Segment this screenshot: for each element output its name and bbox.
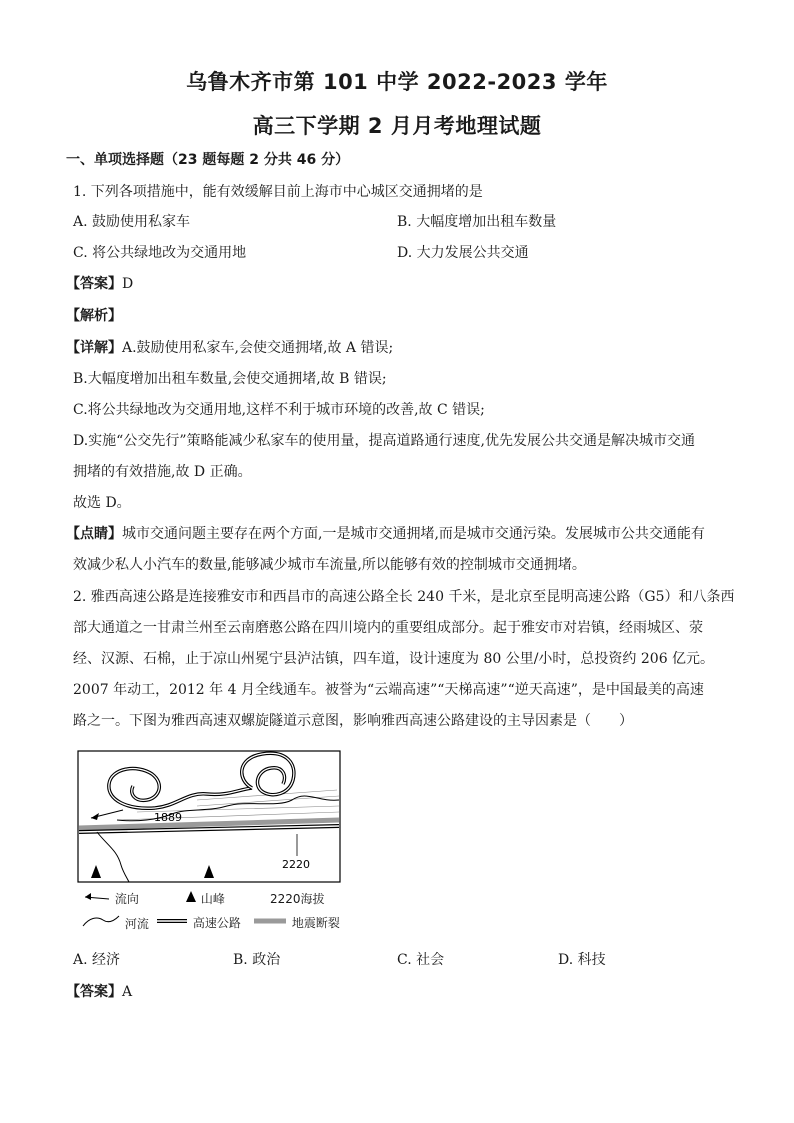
q1-detail-line-1 bbox=[66, 338, 393, 358]
q2-stem-line-5: 路之一。下图为雅西高速双螺旋隧道示意图，影响雅西高速公路建设的主导因素是（ ） bbox=[73, 713, 633, 729]
q2-stem-line-1: 2. 雅西高速公路是连接雅安市和西昌市的高速公路全长 240 千米，是北京至昆明高速公路（G5）和八条西 bbox=[73, 589, 735, 605]
q2-stem-line-3: 经、汉源、石棉，止于凉山州冕宁县泸沽镇，四车道，设计速度为 80 公里/小时，总投资约 206 亿元。 bbox=[73, 651, 715, 667]
q1-comment-text-1: 城市交通问题主要存在两个方面,一是城市交通拥堵,而是城市交通污染。发展城市公共交通能有 bbox=[122, 526, 705, 542]
q1-answer bbox=[66, 274, 133, 294]
legend-elevation-label: 海拔 bbox=[300, 892, 325, 906]
legend-river-icon bbox=[81, 914, 121, 928]
legend-river bbox=[81, 914, 149, 932]
q1-answer-tag: 【答案】 bbox=[66, 276, 122, 292]
legend-peak-icon bbox=[185, 890, 197, 903]
legend-flow-label: 流向 bbox=[114, 892, 139, 906]
q1-detail-line-3: C.将公共绿地改为交通用地,这样不利于城市环境的改善,故 C 错误; bbox=[73, 402, 485, 418]
elevation-label-2220: 2220 bbox=[282, 858, 310, 871]
q2-answer bbox=[66, 982, 132, 1002]
elevation-label-1889: 1889 bbox=[154, 811, 182, 824]
legend-flow-arrow-icon bbox=[81, 891, 111, 903]
spiral-tunnel-diagram bbox=[77, 750, 352, 931]
q1-detail-text-1: A.鼓励使用私家车,会使交通拥堵,故 A 错误; bbox=[122, 340, 394, 356]
q1-answer-value: D bbox=[122, 276, 134, 292]
q1-option-c: C. 将公共绿地改为交通用地 bbox=[73, 245, 247, 261]
q2-option-c: C. 社会 bbox=[397, 952, 445, 968]
q1-detail-tag: 【详解】 bbox=[66, 340, 122, 356]
q1-detail-line-4: D.实施“公交先行”策略能减少私家车的使用量，提高道路通行速度,优先发展公共交通是解决城市交通 bbox=[73, 433, 695, 449]
document-title-line-1: 乌鲁木齐市第 101 中学 2022-2023 学年 bbox=[186, 70, 608, 94]
legend-river-label: 河流 bbox=[124, 917, 149, 931]
legend-peak-label: 山峰 bbox=[200, 892, 225, 906]
legend-elevation-value: 2220 bbox=[270, 892, 301, 906]
legend-highway-label: 高速公路 bbox=[192, 916, 241, 930]
section-heading: 一、单项选择题（23 题每题 2 分共 46 分） bbox=[66, 152, 350, 168]
legend-flow bbox=[81, 890, 139, 907]
q2-option-b: B. 政治 bbox=[233, 952, 281, 968]
legend-peak bbox=[185, 890, 225, 907]
legend-fault-label: 地震断裂 bbox=[291, 916, 340, 930]
q1-option-b: B. 大幅度增加出租车数量 bbox=[397, 214, 557, 230]
q2-answer-value: A bbox=[122, 984, 133, 1000]
legend-fault bbox=[252, 914, 340, 931]
document-title-line-2: 高三下学期 2 月月考地理试题 bbox=[252, 114, 542, 138]
q1-option-d: D. 大力发展公共交通 bbox=[397, 245, 529, 261]
q1-option-a: A. 鼓励使用私家车 bbox=[73, 214, 191, 230]
q2-option-d: D. 科技 bbox=[558, 952, 606, 968]
q2-stem-line-2: 部大通道之一甘肃兰州至云南磨憨公路在四川境内的重要组成部分。起于雅安市对岩镇，经雨城区、荥 bbox=[73, 620, 703, 636]
legend-highway-icon bbox=[155, 915, 189, 927]
legend-highway bbox=[155, 914, 241, 931]
q1-detail-line-6: 故选 D。 bbox=[73, 495, 131, 511]
q1-comment-line-2: 效减少私人小汽车的数量,能够减少城市车流量,所以能够有效的控制城市交通拥堵。 bbox=[73, 557, 586, 573]
legend-fault-icon bbox=[252, 915, 288, 927]
legend-elevation bbox=[270, 890, 325, 907]
q1-detail-line-5: 拥堵的有效措施,故 D 正确。 bbox=[73, 464, 252, 480]
diagram-map bbox=[77, 750, 352, 885]
q1-detail-line-2: B.大幅度增加出租车数量,会使交通拥堵,故 B 错误; bbox=[73, 371, 387, 387]
q2-stem-line-4: 2007 年动工，2012 年 4 月全线通车。被誉为“云端高速”“天梯高速”“逆天高速”，是中国最美的高速 bbox=[73, 682, 704, 698]
q1-comment-line-1 bbox=[66, 524, 705, 544]
q1-analysis-tag: 【解析】 bbox=[66, 308, 122, 324]
q2-option-a: A. 经济 bbox=[73, 952, 121, 968]
question-1-stem: 1. 下列各项措施中，能有效缓解目前上海市中心城区交通拥堵的是 bbox=[73, 184, 483, 200]
q1-comment-tag: 【点睛】 bbox=[66, 526, 122, 542]
q2-answer-tag: 【答案】 bbox=[66, 984, 122, 1000]
